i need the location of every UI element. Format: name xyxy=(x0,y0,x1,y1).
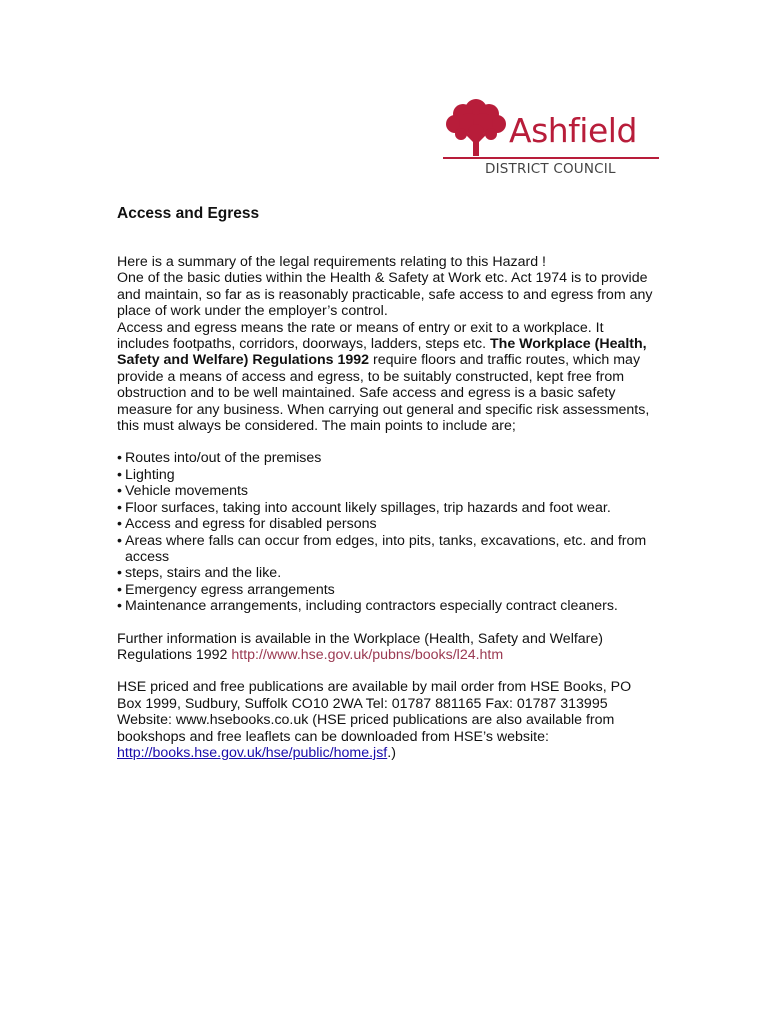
intro-paragraph: Here is a summary of the legal requirements relating to this Hazard ! xyxy=(117,254,546,270)
bullet-icon: • xyxy=(117,532,122,549)
logo-divider xyxy=(443,157,659,159)
logo-subtitle: DISTRICT COUNCIL xyxy=(485,161,616,177)
main-points-list xyxy=(117,450,657,614)
list-item: • Areas where falls can occur from edges, into pits, tanks, excavations, etc. and from access xyxy=(117,532,647,565)
hse-regulations-link[interactable]: http://www.hse.gov.uk/pubns/books/l24.htm xyxy=(231,646,504,663)
bullet-icon: • xyxy=(117,516,122,533)
definition-text-cont: require floors and traffic routes, which may provide a means of access and egress, to be suitably constructed, kept free from obstruction and to be well maintained. Safe access and egress is a basic safety measure for any business. When carrying out general and specific risk assessments, this must always be considered. The main points to include are; xyxy=(117,352,650,435)
bullet-icon: • xyxy=(117,598,122,615)
regulations-name: The Workplace (Health, Safety and Welfare) Regulations 1992 xyxy=(117,336,647,369)
page-title: Access and Egress xyxy=(117,205,260,222)
hse-publications-paragraph: HSE priced and free publications are available by mail order from HSE Books, PO Box 1999, Sudbury, Suffolk CO10 2WA Tel: 01787 881165 Fax: 01787 313995 Website: www.hsebooks.co.uk (HSE priced publications are also available from bookshops and free leaflets can be downloaded from HSE’s website: http://books.hse.gov.uk/hse/public/home.jsf.) xyxy=(117,679,632,761)
definition-paragraph xyxy=(117,320,657,435)
definition-text: Access and egress means the rate or means of entry or exit to a workplace. It includes footpaths, corridors, doorways, ladders, steps etc. xyxy=(117,319,604,353)
list-item: • Access and egress for disabled persons xyxy=(117,516,377,533)
logo-brand-text: Ashfield xyxy=(509,111,637,150)
duties-paragraph: One of the basic duties within the Health & Safety at Work etc. Act 1974 is to provide and maintain, so far as is reasonably practicable, safe access to and egress from any place of work under the employer’s control. xyxy=(117,270,653,320)
bullet-icon: • xyxy=(117,450,122,467)
hse-books-link[interactable]: http://books.hse.gov.uk/hse/public/home.jsf xyxy=(117,744,388,761)
bullet-icon: • xyxy=(117,565,122,582)
bullet-icon: • xyxy=(117,466,122,483)
list-item: • Emergency egress arrangements xyxy=(117,581,335,598)
bullet-icon: • xyxy=(117,499,122,516)
further-info-paragraph: Further information is available in the Workplace (Health, Safety and Welfare) Regulations 1992 http://www.hse.gov.uk/pubns/books/l24.htm xyxy=(117,630,604,663)
list-item: • Routes into/out of the premises xyxy=(117,450,322,467)
list-item: • Maintenance arrangements, including contractors especially contract cleaners. xyxy=(117,598,618,615)
list-item: • Floor surfaces, taking into account likely spillages, trip hazards and foot wear. xyxy=(117,499,611,516)
bullet-icon: • xyxy=(117,483,122,500)
list-item: • Vehicle movements xyxy=(117,483,249,500)
list-item: • steps, stairs and the like. xyxy=(117,565,282,582)
tree-icon xyxy=(443,96,509,158)
document-body xyxy=(117,204,657,761)
bullet-icon: • xyxy=(117,581,122,598)
list-item: • Lighting xyxy=(117,466,175,483)
ashfield-logo xyxy=(443,96,661,184)
